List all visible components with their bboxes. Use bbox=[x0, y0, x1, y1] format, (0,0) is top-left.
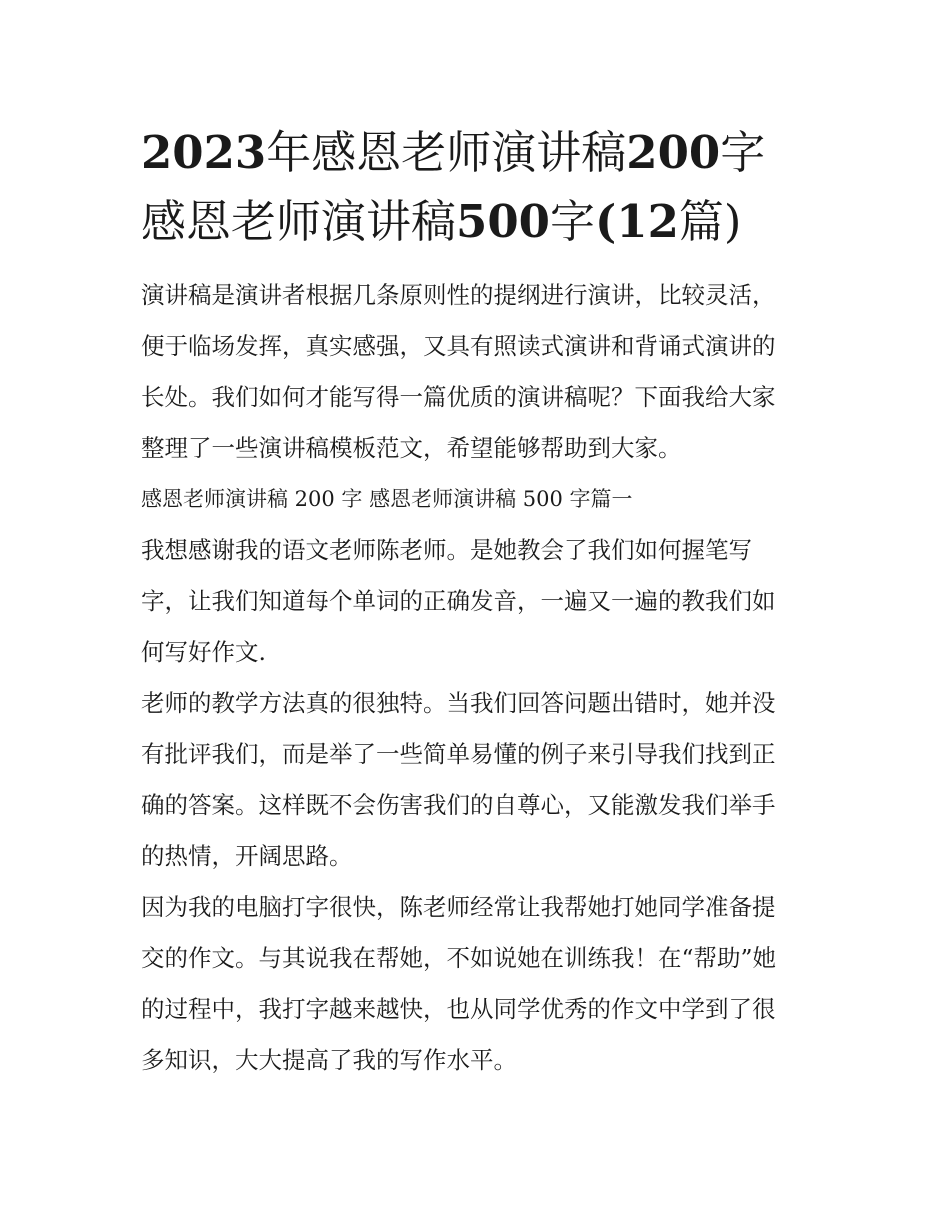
title-line-2 bbox=[141, 187, 816, 256]
section-heading: 感恩老师演讲稿 200 字 感恩老师演讲稿 500 字篇一 bbox=[141, 487, 633, 511]
text-line: 长处。我们如何才能写得一篇优质的演讲稿呢？下面我给大家 bbox=[141, 383, 776, 411]
title-year: 2023 bbox=[141, 126, 267, 179]
text-line: 何写好作文. bbox=[141, 638, 266, 666]
title-number: 200 bbox=[626, 126, 721, 179]
text-line: 字，让我们知道每个单词的正确发音，一遍又一遍的教我们如 bbox=[141, 587, 776, 615]
document-body bbox=[141, 270, 816, 1086]
text-line: 整理了一些演讲稿模板范文，希望能够帮助到大家。 bbox=[141, 434, 682, 462]
title-text: 篇) bbox=[678, 195, 742, 248]
text-line: 的热情，开阔思路。 bbox=[141, 842, 353, 870]
title-text: 字 bbox=[549, 195, 595, 248]
text-line: 交的作文。与其说我在帮她，不如说她在训练我！在“帮助”她 bbox=[141, 944, 777, 972]
text-line: 确的答案。这样既不会伤害我们的自尊心，又能激发我们举手 bbox=[141, 791, 776, 819]
title-count: (12 bbox=[594, 195, 679, 248]
text-line: 我想感谢我的语文老师陈老师。是她教会了我们如何握笔写 bbox=[141, 536, 752, 564]
text-line: 老师的教学方法真的很独特。当我们回答问题出错时，她并没 bbox=[141, 689, 776, 717]
intro-paragraph bbox=[141, 270, 816, 474]
title-text: 感恩老师演讲稿 bbox=[141, 195, 457, 248]
text-line: 的过程中，我打字越来越快，也从同学优秀的作文中学到了很 bbox=[141, 995, 776, 1023]
body-paragraph bbox=[141, 525, 816, 678]
text-line: 演讲稿是演讲者根据几条原则性的提纲进行演讲，比较灵活， bbox=[141, 281, 776, 309]
document-title bbox=[141, 118, 816, 256]
title-line-1 bbox=[141, 118, 816, 187]
document-content bbox=[141, 118, 816, 1086]
text-line: 多知识，大大提高了我的写作水平。 bbox=[141, 1046, 517, 1074]
text-line: 便于临场发挥，真实感强，又具有照读式演讲和背诵式演讲的 bbox=[141, 332, 776, 360]
title-text: 年感恩老师演讲稿 bbox=[266, 126, 627, 179]
body-paragraph bbox=[141, 882, 816, 1086]
title-number: 500 bbox=[456, 195, 550, 248]
text-line: 因为我的电脑打字很快，陈老师经常让我帮她打她同学准备提 bbox=[141, 893, 776, 921]
text-line: 有批评我们，而是举了一些简单易懂的例子来引导我们找到正 bbox=[141, 740, 776, 768]
body-paragraph bbox=[141, 678, 816, 882]
title-text: 字 bbox=[720, 126, 766, 179]
